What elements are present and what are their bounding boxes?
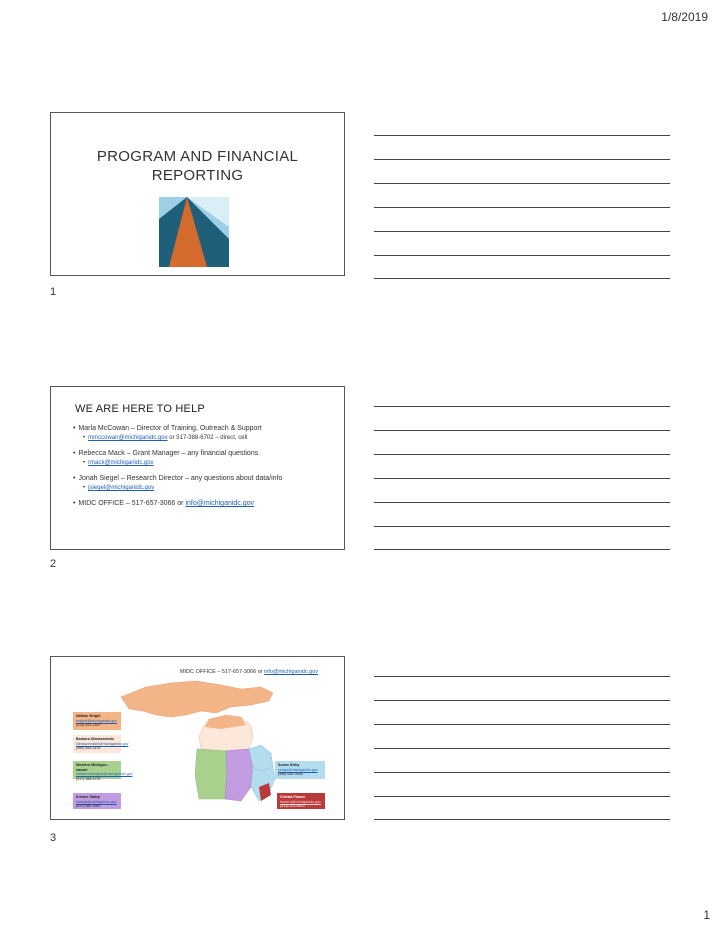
- slide-2-notes-lines: [374, 386, 670, 556]
- page-number: 1: [703, 908, 710, 922]
- email-link[interactable]: mmccowan@michiganidc.gov: [88, 435, 168, 441]
- slide-2-number: 2: [50, 558, 57, 570]
- contact-box-nathan: Nathan Wright wrightn@michiganidc.gov (313) 491-2447: [73, 712, 121, 730]
- slide-1-title-line2: REPORTING: [151, 167, 244, 184]
- slide-3-number: 3: [50, 832, 57, 844]
- slide-1-notes-lines: [374, 112, 670, 282]
- contact-box-western-michigan: Western Michigan - vacant westernmichigan@michiganidc.gov (517) 388-6702: [73, 761, 121, 779]
- contact-box-susan: Susan Selby selbys@michiganidc.gov (586) 648-0546: [275, 761, 325, 779]
- contact-list: [73, 425, 336, 516]
- slide-1-number: 1: [50, 286, 57, 298]
- email-link[interactable]: rmack@michiganidc.gov: [88, 460, 154, 466]
- list-item: • Rebecca Mack – Grant Manager – any financial questions • rmack@michiganidc.gov: [73, 450, 259, 466]
- slide-1: [50, 112, 345, 276]
- list-item: • Jonah Siegel – Research Director – any questions about data/info • jsiegel@michiganidc.gov: [73, 475, 283, 491]
- slide-3-heading: MIDC OFFICE – 517-657-3066 or info@michiganidc.gov: [180, 669, 318, 675]
- email-link[interactable]: jsiegel@michiganidc.gov: [88, 485, 155, 491]
- office-email-link[interactable]: info@michiganidc.gov: [264, 669, 318, 675]
- slide-3: [50, 656, 345, 820]
- midc-logo-icon: [159, 197, 229, 267]
- office-email-link[interactable]: info@michiganidc.gov: [185, 500, 255, 507]
- contact-box-christa: Christa Flower flowerc@michiganidc.gov (313) 203-8903: [277, 793, 325, 809]
- header-date: 1/8/2019: [661, 10, 708, 24]
- contact-box-kristen: Kristen Staley staleyk@michiganidc.gov (517) 582-3967: [73, 793, 121, 809]
- contact-box-barbara: Barbara Klimaszewski klimaszewskib@michiganidc.gov (989) 553-4192: [73, 735, 121, 753]
- slide-1-title: [51, 147, 344, 185]
- list-item: • MIDC OFFICE – 517-657-3066 or info@michiganidc.gov: [73, 500, 255, 507]
- slide-3-notes-lines: [374, 656, 670, 826]
- slide-2: [50, 386, 345, 550]
- list-item: • Marla McCowan – Director of Training, Outreach & Support • mmccowan@michiganidc.gov or 517-388-6702 – direct, cell: [73, 425, 262, 441]
- slide-1-title-line1: PROGRAM AND FINANCIAL: [96, 148, 299, 165]
- slide-2-title: WE ARE HERE TO HELP: [75, 403, 205, 415]
